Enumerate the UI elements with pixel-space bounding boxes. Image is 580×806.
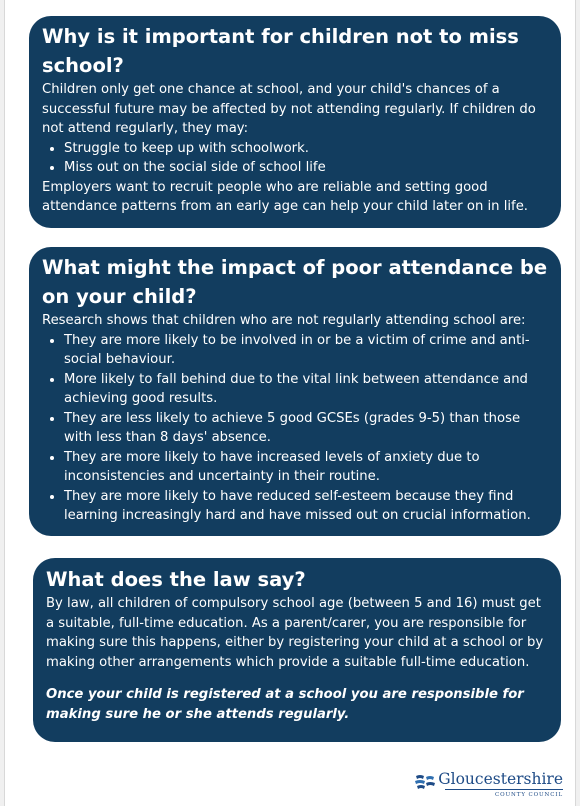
list-item: • They are more likely to have increased levels of anxiety due to inconsistencies and uncertainty in their routine. xyxy=(64,448,548,487)
logo-divider xyxy=(445,789,563,790)
logo-subtitle: COUNTY COUNCIL xyxy=(494,792,563,798)
section-heading: Why is it important for children not to miss school? xyxy=(42,25,519,77)
list-item: • More likely to fall behind due to the vital link between attendance and achieving good results. xyxy=(64,370,548,409)
section-heading: What might the impact of poor attendance be on your child? xyxy=(42,256,548,308)
logo-name: Gloucestershire xyxy=(438,770,563,788)
bullet-list xyxy=(42,139,548,178)
list-item: • They are more likely to have reduced self-esteem because they find learning increasingly hard and have missed out on crucial information. xyxy=(64,487,548,526)
list-item: • Struggle to keep up with schoolwork. xyxy=(64,139,548,159)
section-why-attend xyxy=(29,16,561,228)
section-intro: Children only get one chance at school, and your child's chances of a successful future may be affected by not attending regularly. If children do not attend regularly, they may: xyxy=(42,82,536,136)
list-item: • They are more likely to be involved in or be a victim of crime and anti-social behaviour. xyxy=(64,331,548,370)
gloucestershire-crest-icon xyxy=(413,773,437,791)
section-impact xyxy=(29,247,561,536)
section-note: Once your child is registered at a school you are responsible for making sure he or she attends regularly. xyxy=(46,687,524,722)
bullet-list xyxy=(42,331,548,526)
section-intro: Research shows that children who are not regularly attending school are: xyxy=(42,313,526,328)
section-law xyxy=(33,558,561,742)
leaflet-page xyxy=(4,0,576,806)
section-body: By law, all children of compulsory school age (between 5 and 16) must get a suitable, full-time education. As a parent/carer, you are responsible for making sure this happens, either by registering your child at a school or by making other arrangements which provide a suitable full-time education. xyxy=(46,596,544,670)
list-item: • Miss out on the social side of school life xyxy=(64,158,548,178)
council-logo xyxy=(413,771,563,799)
list-item: • They are less likely to achieve 5 good GCSEs (grades 9-5) than those with less than 8 days' absence. xyxy=(64,409,548,448)
section-heading: What does the law say? xyxy=(46,568,306,591)
section-outro: Employers want to recruit people who are reliable and setting good attendance patterns from an early age can help your child later on in life. xyxy=(42,179,528,214)
